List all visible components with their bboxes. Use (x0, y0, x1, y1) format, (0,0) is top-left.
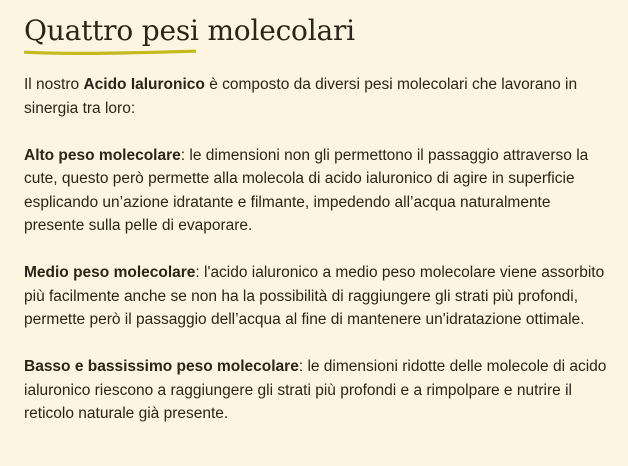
article-body (24, 73, 610, 426)
section-text: : le dimensioni non gli permettono il passaggio attraverso la cute, questo però permette alla molecola di acido ialuronico di agire in superficie esplicando un’azione idratante e filmante, impedendo all’acqua naturalmente presente sulla pelle di evaporare. (24, 146, 589, 234)
intro-prefix: Il nostro (24, 76, 84, 93)
title-underline-decoration (24, 49, 196, 55)
section-heading: Alto peso molecolare (24, 146, 181, 164)
section-text: : le dimensioni ridotte delle molecole di acido ialuronico riescono a raggiungere gli strati più profondi e a rimpolpare e nutrire il reticolo naturale già presente. (24, 358, 607, 422)
intro-suffix: è composto da diversi pesi molecolari che lavorano in sinergia tra loro: (24, 76, 578, 117)
title-block (24, 12, 355, 50)
intro-paragraph (24, 73, 610, 120)
section-high-weight (24, 144, 610, 238)
section-medium-weight (24, 261, 610, 332)
title-underline-stroke (25, 51, 195, 53)
section-text: : l'acido ialuronico a medio peso molecolare viene assorbito più facilmente anche se non ha la possibilità di raggiungere gli strati più profondi, permette però il passaggio dell’acqua al fine di mantenere un'idratazione ottimale. (24, 264, 605, 328)
page-title: Quattro pesi molecolari (24, 14, 355, 47)
section-low-weight (24, 355, 610, 426)
intro-product-name: Acido Ialuronico (83, 76, 205, 93)
section-heading: Medio peso molecolare (24, 264, 196, 281)
section-heading: Basso e bassissimo peso molecolare (24, 358, 299, 375)
